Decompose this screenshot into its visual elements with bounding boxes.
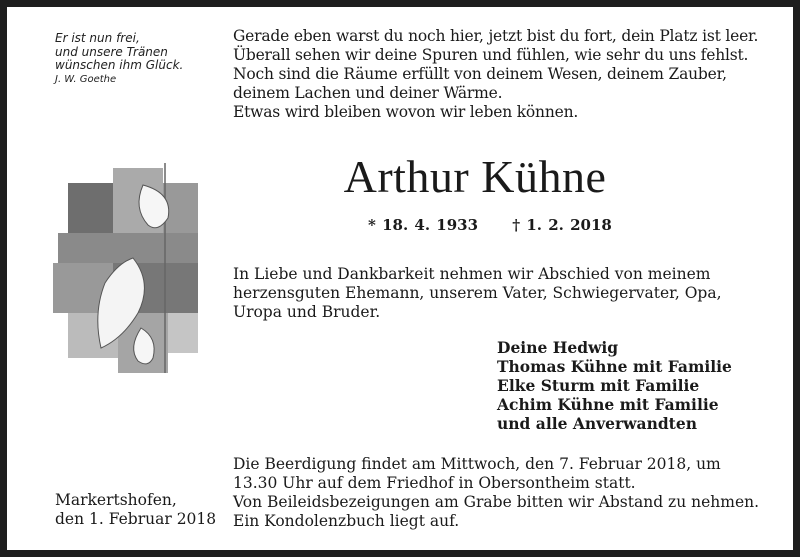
poem-line: Noch sind die Räume erfüllt von deinem Wesen, deinem Zauber, (233, 65, 727, 83)
funeral-line: Ein Kondolenzbuch liegt auf. (233, 512, 460, 530)
quote-line: Er ist nun frei, (55, 31, 140, 45)
quote-line: und unsere Tränen (55, 44, 168, 59)
funeral-line: Die Beerdigung findet am Mittwoch, den 7. Februar 2018, um (233, 455, 721, 473)
farewell-line: Uropa und Bruder. (233, 303, 381, 321)
farewell-text (233, 265, 753, 322)
mourner: Deine Hedwig (497, 338, 619, 357)
place: Markertshofen, (55, 491, 177, 509)
death-date: † 1. 2. 2018 (512, 216, 612, 234)
birth-date: * 18. 4. 1933 (368, 216, 479, 234)
quote-author: J. W. Goethe (55, 73, 117, 85)
mourner: und alle Anverwandten (497, 414, 697, 433)
life-dates (368, 216, 640, 234)
poem-line: Etwas wird bleiben wovon wir leben können. (233, 103, 579, 121)
poem-line: Überall sehen wir deine Spuren und fühlen, wie sehr du uns fehlst. (233, 46, 749, 64)
farewell-line: In Liebe und Dankbarkeit nehmen wir Abschied von meinem (233, 265, 711, 283)
funeral-line: Von Beileidsbezeigungen am Grabe bitten wir Abstand zu nehmen. (233, 493, 760, 511)
mourners-list (497, 338, 732, 433)
funeral-line: 13.30 Uhr auf dem Friedhof in Obersontheim statt. (233, 474, 636, 492)
place-and-date (55, 491, 216, 529)
mourner: Thomas Kühne mit Familie (497, 357, 732, 376)
poem-line: deinem Lachen und deiner Wärme. (233, 84, 503, 102)
goethe-quote (55, 32, 183, 86)
mourner: Elke Sturm mit Familie (497, 376, 700, 395)
poem-line: Gerade eben warst du noch hier, jetzt bist du fort, dein Platz ist leer. (233, 27, 759, 45)
mourner: Achim Kühne mit Familie (497, 395, 719, 414)
quote-line: wünschen ihm Glück. (55, 58, 184, 72)
funeral-info (233, 455, 778, 531)
poem (233, 27, 758, 122)
farewell-line: herzensguten Ehemann, unserem Vater, Schwiegervater, Opa, (233, 284, 722, 302)
date: den 1. Februar 2018 (55, 510, 217, 528)
deceased-name: Arthur Kühne (343, 151, 607, 202)
